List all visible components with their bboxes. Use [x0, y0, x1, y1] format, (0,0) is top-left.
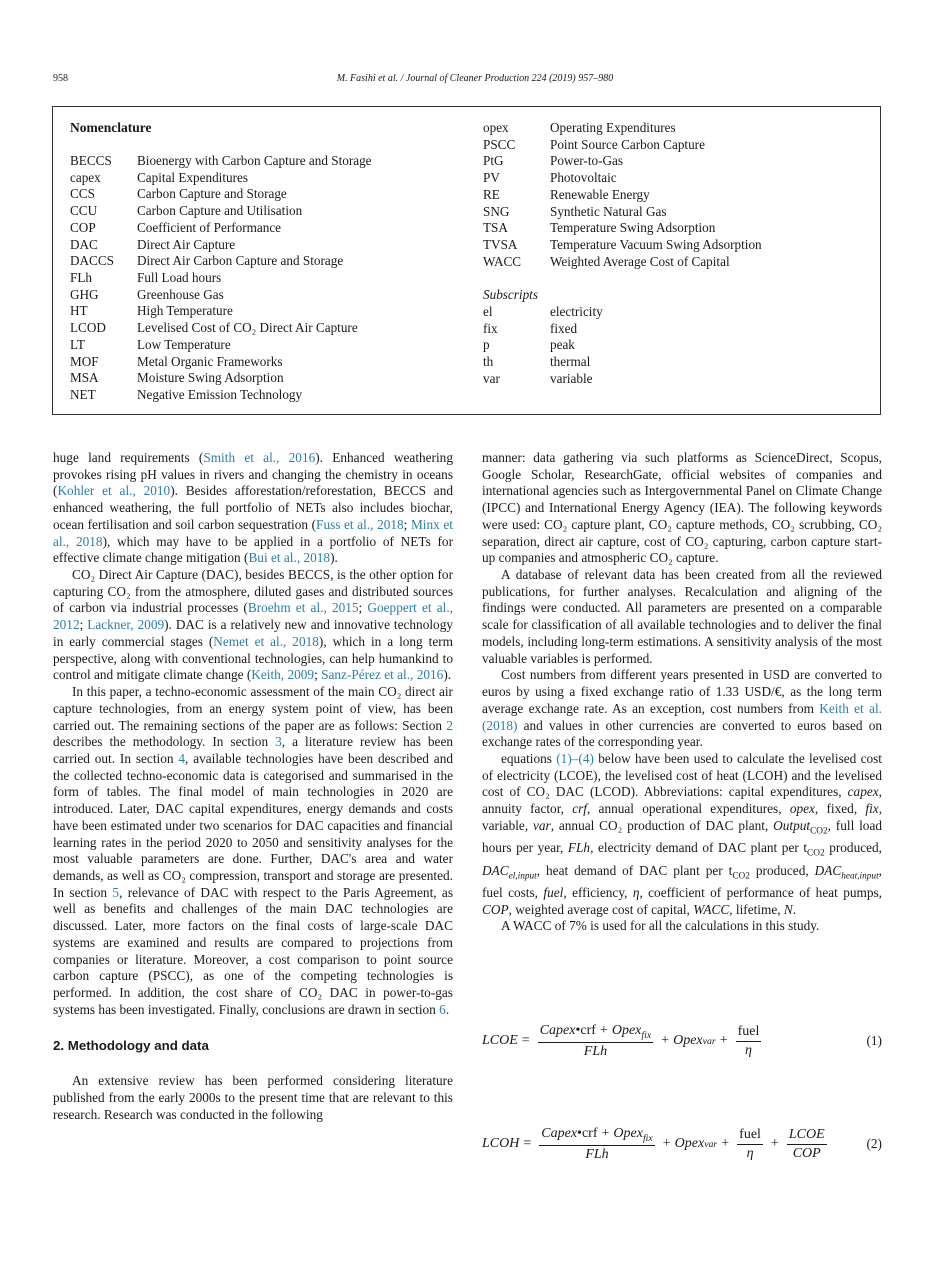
- nomenclature-left-abbr: GHG: [70, 286, 99, 302]
- nomenclature-left-row: [70, 270, 372, 287]
- citation-link[interactable]: Smith et al., 2016: [203, 450, 316, 465]
- nomenclature-right-abbr: WACC: [483, 253, 522, 269]
- citation-link[interactable]: Keith, 2009: [251, 667, 315, 683]
- eq1-plus-1: +: [599, 1023, 608, 1038]
- text-run: N: [783, 901, 793, 917]
- eq1-equals: =: [521, 1033, 530, 1049]
- text-run: ), which in a long term perspective, along with conventional technologies, can help humankind to control and mitigate climate change (: [53, 633, 453, 683]
- equation-2: [482, 1126, 882, 1163]
- eq2-crf: crf: [581, 1126, 598, 1141]
- text-run: , a literature review has been carried out. In section: [53, 734, 453, 766]
- text-run: , available technologies have been described and the collected techno-economic data is categorised and summarised in the form of tables. The final model of main technologies in 2020 are introduced. Later, DAC capital expenditures, energy demands and costs have been estimated under two scenarios for DAC capacities and financial learning rates in the period 2020 to 2050 and sensitivity analyses for the most valuable parameters are done. Further, DAC's area and water demands, as well as CO₂ compression, transport and storage are presented. In section: [53, 750, 453, 900]
- nomenclature-left-row: [70, 153, 372, 170]
- text-run: ;: [79, 617, 88, 633]
- eq1-plus-3: +: [719, 1033, 728, 1049]
- subscript-text: heat,input: [841, 871, 879, 882]
- nomenclature-left-row: [70, 170, 372, 187]
- eq1-fuel: fuel: [736, 1024, 762, 1042]
- text-run: , electricity demand of DAC plant per t: [590, 840, 808, 856]
- text-run: , relevance of DAC with respect to the Paris Agreement, as well as benefits and challenges of the main DAC technologies are discussed. Later, more factors on the final costs of large-scale DAC systems are examined and results are compared to projections from companies or literature. Moreover, a cost comparison to point source carbon capture (PSCC), as one of the competing technologies is performed. In addition, the cost share of CO₂ DAC in power-to-gas systems has been investigated. Finally, conclusions are drawn in section: [53, 884, 453, 1017]
- citation-link[interactable]: 4: [178, 750, 186, 766]
- nomenclature-left-abbr: BECCS: [70, 153, 112, 168]
- text-run: fix: [865, 801, 879, 817]
- text-run: crf: [572, 801, 587, 817]
- right-paragraphs: [482, 450, 882, 935]
- page-number: 958: [53, 73, 68, 84]
- nomenclature-right-abbr: PV: [483, 170, 500, 186]
- right-paragraph: [482, 918, 882, 935]
- nomenclature-right-definition: Photovoltaic: [550, 170, 617, 186]
- equation-2-number: (2): [866, 1136, 882, 1152]
- left-paragraph: [53, 567, 453, 684]
- left-paragraphs: [53, 450, 453, 1018]
- nomenclature-left-definition: Capital Expenditures: [137, 169, 248, 185]
- text-run: Output: [773, 817, 811, 833]
- text-run: manner: data gathering via such platforms as ScienceDirect, Scopus, Google Scholar, ResearchGate, official websites of companies and international agencies such as Intergovernmental Panel on Climate Change (IPCC) and International Energy Agency (IEA). The following keywords were used: CO₂ capture plant, CO₂ capture methods, CO₂ scrubbing, CO₂ separation, direct air capture, cost of CO₂ capturing, carbon capture start-up companies and atmospheric CO₂ capture.: [482, 450, 882, 566]
- eq1-opex-var: Opex: [673, 1033, 703, 1049]
- subscript-abbr: p: [483, 337, 490, 353]
- text-run: opex: [789, 801, 815, 817]
- left-paragraph: [53, 450, 453, 567]
- subscript-abbr: th: [483, 354, 494, 370]
- nomenclature-left-abbr: CCS: [70, 186, 95, 202]
- nomenclature-left-row: [70, 253, 372, 270]
- text-run: A database of relevant data has been created from all the reviewed publications, for further analyses. Recalculation and aligning of the findings were conducted. All parameters are presented on a comparable scale for classification of all available technologies and to deliver the final models, including long-term estimations. A sensitivity analysis of the most valuable variables is performed.: [482, 567, 882, 666]
- eq1-numerator: [538, 1023, 653, 1043]
- text-run: ;: [358, 600, 368, 616]
- text-run: WACC: [693, 901, 730, 917]
- nomenclature-left-definition: Coefficient of Performance: [137, 219, 282, 235]
- eq2-plus-4: +: [770, 1136, 779, 1152]
- citation-link[interactable]: Kohler et al., 2010: [57, 483, 171, 499]
- nomenclature-left-definition: Low Temperature: [137, 336, 231, 352]
- subscript-text: el,input: [508, 871, 537, 882]
- nomenclature-box: [52, 106, 881, 415]
- nomenclature-right-list: [483, 120, 762, 270]
- running-head: M. Fasihi et al. / Journal of Cleaner Production 224 (2019) 957–980: [336, 73, 614, 84]
- text-run: .: [445, 1001, 450, 1017]
- text-run: , full load hours per year,: [482, 817, 882, 856]
- subscripts-title: Subscripts: [483, 287, 538, 303]
- nomenclature-left-row: [70, 320, 372, 337]
- nomenclature-right-row: [483, 120, 762, 137]
- eq2-lhs: LCOH: [482, 1136, 520, 1152]
- eq1-fix-sub: fix: [641, 1029, 652, 1041]
- text-run: var: [532, 817, 551, 833]
- subscript-definition: electricity: [550, 303, 603, 319]
- nomenclature-right-abbr: PSCC: [483, 136, 516, 152]
- eq2-fraction-fuel: [737, 1127, 763, 1162]
- text-run: .: [792, 901, 797, 917]
- citation-link[interactable]: Keith et al. (2018): [482, 700, 882, 733]
- eq2-denominator: FLh: [585, 1146, 609, 1162]
- text-run: Cost numbers from different years presented in USD are converted to euros by using a fixed exchange ratio of 1.33 USD/€, as the long term average exchange rate. As an exception, cost numbers from: [482, 667, 882, 716]
- nomenclature-right-row: [483, 220, 762, 237]
- subscript-definition: variable: [550, 370, 593, 386]
- citation-link[interactable]: Broehm et al., 2015: [247, 600, 359, 616]
- right-paragraph: [482, 751, 882, 918]
- text-run: ;: [403, 516, 411, 532]
- nomenclature-right-abbr: opex: [483, 120, 509, 135]
- nomenclature-left-definition: Full Load hours: [137, 270, 222, 286]
- text-run: η: [632, 884, 640, 900]
- nomenclature-left-abbr: LT: [70, 336, 85, 352]
- equation-1-expression: [482, 1023, 765, 1060]
- nomenclature-right-abbr: SNG: [483, 203, 510, 219]
- nomenclature-right-row: [483, 204, 762, 221]
- nomenclature-left-abbr: DACCS: [70, 253, 114, 269]
- nomenclature-left-definition: Negative Emission Technology: [137, 387, 303, 403]
- subscript-text: CO2: [810, 826, 828, 837]
- nomenclature-right-definition: Point Source Carbon Capture: [550, 136, 705, 152]
- citation-link[interactable]: (1)–(4): [556, 750, 594, 766]
- section-heading: 2. Methodology and data: [53, 1038, 209, 1054]
- nomenclature-left-row: [70, 186, 372, 203]
- citation-link[interactable]: 5: [112, 884, 120, 900]
- text-run: ). Enhanced weathering provokes rising pH values in rivers and changing the chemistry in oceans (: [53, 450, 453, 499]
- eq2-numerator: [539, 1126, 654, 1146]
- citation-link[interactable]: Minx et al., 2018: [53, 516, 453, 549]
- nomenclature-left-row: [70, 203, 372, 220]
- citation-link[interactable]: Lackner, 2009: [87, 617, 165, 633]
- text-run: In this paper, a techno-economic assessment of the main CO₂ direct air capture technologies, from an energy system point of view, has been carried out. The remaining sections of the paper are as follows: Section: [53, 684, 453, 733]
- nomenclature-left-definition: Direct Air Carbon Capture and Storage: [137, 253, 344, 269]
- eq2-cop: COP: [792, 1145, 821, 1161]
- text-run: , fixed,: [814, 801, 866, 817]
- subscripts-list: [483, 304, 762, 388]
- nomenclature-left-row: [70, 387, 372, 404]
- eq1-plus-2: +: [661, 1033, 670, 1049]
- nomenclature-left-row: [70, 303, 372, 320]
- subscript-text: CO2: [807, 848, 825, 859]
- subscript-abbr: el: [483, 303, 493, 319]
- eq2-equals: =: [523, 1136, 532, 1152]
- nomenclature-right-abbr: TSA: [483, 220, 508, 236]
- nomenclature-left-definition: Carbon Capture and Storage: [137, 186, 287, 202]
- text-run: , annual operational expenditures,: [586, 801, 790, 817]
- nomenclature-left-definition: Levelised Cost of CO₂ Direct Air Capture: [137, 320, 358, 336]
- citation-link[interactable]: Sanz-Pérez et al., 2016: [321, 667, 444, 683]
- nomenclature-right-definition: Renewable Energy: [550, 186, 650, 202]
- eq1-fraction-capex: [538, 1023, 653, 1060]
- citation-link[interactable]: Goeppert et al., 2012: [53, 600, 453, 633]
- nomenclature-left-row: [70, 220, 372, 237]
- text-run: describes the methodology. In section: [53, 734, 276, 750]
- text-run: produced,: [824, 840, 882, 856]
- nomenclature-left-abbr: LCOD: [70, 320, 106, 336]
- nomenclature-right-row: [483, 153, 762, 170]
- eq1-denominator: FLh: [583, 1043, 608, 1059]
- subscript-row: [483, 337, 762, 354]
- eq2-fuel: fuel: [737, 1127, 763, 1145]
- eq2-capex: Capex: [541, 1126, 578, 1141]
- subscript-definition: thermal: [550, 354, 591, 370]
- equation-2-expression: [482, 1126, 831, 1163]
- text-run: ), which may have to be applied in a portfolio of NETs for effective climate change mitigation (: [53, 533, 453, 566]
- eq1-fraction-fuel: [736, 1024, 762, 1059]
- nomenclature-right-column: [483, 120, 762, 387]
- text-run: huge land requirements (: [53, 450, 204, 465]
- nomenclature-right-definition: Power-to-Gas: [550, 153, 623, 169]
- text-run: produced,: [749, 862, 815, 878]
- nomenclature-right-abbr: RE: [483, 186, 500, 202]
- eq2-var-sub: var: [704, 1138, 718, 1150]
- nomenclature-right-row: [483, 170, 762, 187]
- citation-link[interactable]: Nemet et al., 2018: [213, 633, 319, 649]
- text-run: , coefficient of performance of heat pumps,: [639, 884, 882, 900]
- text-run: and values in other currencies are converted to euros based on exchange rates of the corresponding year.: [482, 717, 882, 750]
- subscript-abbr: var: [483, 370, 500, 386]
- text-run: , annuity factor,: [482, 784, 882, 817]
- eq2-lcoe: LCOE: [787, 1127, 827, 1145]
- citation-link[interactable]: 6: [439, 1001, 446, 1017]
- left-paragraph: [53, 684, 453, 1018]
- nomenclature-left-row: [70, 287, 372, 304]
- citation-link[interactable]: 3: [275, 734, 282, 750]
- equation-1-number: (1): [866, 1033, 882, 1049]
- nomenclature-left-row: [70, 337, 372, 354]
- citation-link[interactable]: Fuss et al., 2018: [316, 516, 404, 532]
- nomenclature-right-definition: Operating Expenditures: [550, 120, 676, 135]
- subscript-row: [483, 354, 762, 371]
- right-paragraph: [482, 450, 882, 567]
- text-run: ;: [314, 667, 322, 683]
- nomenclature-left-abbr: DAC: [70, 236, 98, 252]
- nomenclature-right-row: [483, 187, 762, 204]
- text-run: ). DAC is a relatively new and innovative technology in early commercial stages (: [53, 617, 453, 649]
- nomenclature-left-definition: High Temperature: [137, 303, 233, 319]
- eq1-crf: crf: [580, 1023, 596, 1038]
- eq1-lhs: LCOE: [482, 1033, 518, 1049]
- nomenclature-left-abbr: COP: [70, 219, 96, 235]
- nomenclature-left-abbr: MOF: [70, 353, 99, 369]
- eq2-dot: •: [577, 1126, 582, 1141]
- nomenclature-left-abbr: HT: [70, 303, 88, 319]
- nomenclature-right-abbr: TVSA: [483, 237, 518, 253]
- nomenclature-title: Nomenclature: [70, 120, 152, 135]
- nomenclature-left-row: [70, 237, 372, 254]
- text-run: ).: [330, 550, 338, 566]
- text-run: DAC: [482, 862, 509, 878]
- text-run: FLh: [567, 840, 591, 856]
- text-run: DAC: [814, 862, 842, 878]
- text-run: , variable,: [482, 801, 883, 833]
- nomenclature-right-row: [483, 237, 762, 254]
- equation-1: [482, 1023, 882, 1060]
- nomenclature-left-definition: Moisture Swing Adsorption: [137, 370, 284, 386]
- nomenclature-left-abbr: capex: [70, 169, 101, 185]
- text-run: fuel: [543, 884, 564, 900]
- nomenclature-left-definition: Carbon Capture and Utilisation: [137, 203, 303, 219]
- left-column: [53, 450, 453, 1123]
- eq2-fraction-lcoe: [787, 1127, 827, 1162]
- nomenclature-right-definition: Temperature Swing Adsorption: [550, 220, 716, 236]
- nomenclature-right-row: [483, 137, 762, 154]
- subscript-row: [483, 321, 762, 338]
- nomenclature-left-definition: Direct Air Capture: [137, 236, 236, 252]
- text-run: , fuel costs,: [482, 862, 882, 900]
- eq1-eta: η: [745, 1042, 752, 1058]
- nomenclature-left-abbr: MSA: [70, 370, 99, 386]
- eq2-plus-2: +: [662, 1136, 671, 1152]
- text-run: ).: [443, 667, 452, 683]
- methodology-paragraph: An extensive review has been performed considering literature published from the early 2000s to the present time that are relevant to this research. Research was conducted in the following: [53, 1073, 453, 1122]
- nomenclature-left-abbr: NET: [70, 387, 96, 403]
- text-run: , heat demand of DAC plant per t: [536, 862, 733, 878]
- right-paragraph: [482, 567, 882, 667]
- subscript-abbr: fix: [483, 320, 498, 336]
- text-run: , weighted average cost of capital,: [508, 901, 694, 917]
- text-run: capex: [847, 784, 879, 800]
- text-run: below have been used to calculate the levelised cost of electricity (LCOE), the levelised cost of heat (LCOH) and the levelised cost of CO₂ DAC (LCOD). Abbreviations: capital expenditures,: [482, 750, 882, 800]
- eq2-plus-1: +: [601, 1126, 610, 1141]
- text-run: CO₂ Direct Air Capture (DAC), besides BECCS, is the other option for capturing CO₂ from the atmosphere, diluted gases and distributed sources of carbon via industrial processes (: [53, 567, 453, 616]
- nomenclature-left-definition: Greenhouse Gas: [137, 286, 224, 302]
- nomenclature-right-definition: Synthetic Natural Gas: [550, 203, 667, 219]
- eq2-fix-sub: fix: [642, 1132, 653, 1144]
- nomenclature-right-definition: Temperature Vacuum Swing Adsorption: [550, 237, 762, 253]
- nomenclature-right-abbr: PtG: [483, 153, 504, 169]
- text-run: , lifetime,: [729, 901, 784, 917]
- eq2-opex-var: Opex: [674, 1136, 705, 1152]
- subscript-text: CO2: [732, 871, 750, 882]
- text-run: ). Besides afforestation/reforestation, BECCS and enhanced weathering, the full portfolio of NETs also includes biochar, ocean fertilisation and soil carbon sequestration (: [53, 483, 453, 532]
- text-run: equations: [501, 750, 557, 766]
- text-run: A WACC of 7% is used for all the calculations in this study.: [501, 918, 820, 934]
- eq1-var-sub: var: [702, 1035, 716, 1047]
- right-paragraph: [482, 667, 882, 751]
- eq2-plus-3: +: [721, 1136, 730, 1152]
- subscript-definition: peak: [550, 337, 575, 353]
- citation-link[interactable]: Bui et al., 2018: [248, 550, 331, 566]
- nomenclature-left-list: [70, 153, 372, 404]
- nomenclature-right-row: [483, 254, 762, 271]
- eq1-opex: Opex: [611, 1023, 642, 1038]
- subscript-definition: fixed: [550, 320, 578, 336]
- citation-link[interactable]: 2: [446, 717, 453, 733]
- text-run: , annual CO₂ production of DAC plant,: [550, 817, 774, 833]
- eq1-capex: Capex: [539, 1023, 576, 1038]
- nomenclature-left-row: [70, 370, 372, 387]
- nomenclature-left-abbr: CCU: [70, 203, 98, 219]
- nomenclature-left-row: [70, 354, 372, 371]
- right-column: [482, 450, 882, 935]
- nomenclature-left-definition: Bioenergy with Carbon Capture and Storage: [137, 153, 372, 168]
- eq2-eta: η: [746, 1145, 754, 1161]
- text-run: , efficiency,: [563, 884, 633, 900]
- eq1-dot: •: [575, 1023, 581, 1038]
- nomenclature-right-definition: Weighted Average Cost of Capital: [550, 253, 730, 269]
- text-run: COP: [482, 901, 509, 917]
- nomenclature-left-abbr: FLh: [70, 270, 92, 286]
- subscript-row: [483, 371, 762, 388]
- eq2-fraction-capex: [539, 1126, 654, 1163]
- eq2-opex: Opex: [613, 1126, 643, 1141]
- subscript-row: [483, 304, 762, 321]
- nomenclature-left-definition: Metal Organic Frameworks: [137, 353, 283, 369]
